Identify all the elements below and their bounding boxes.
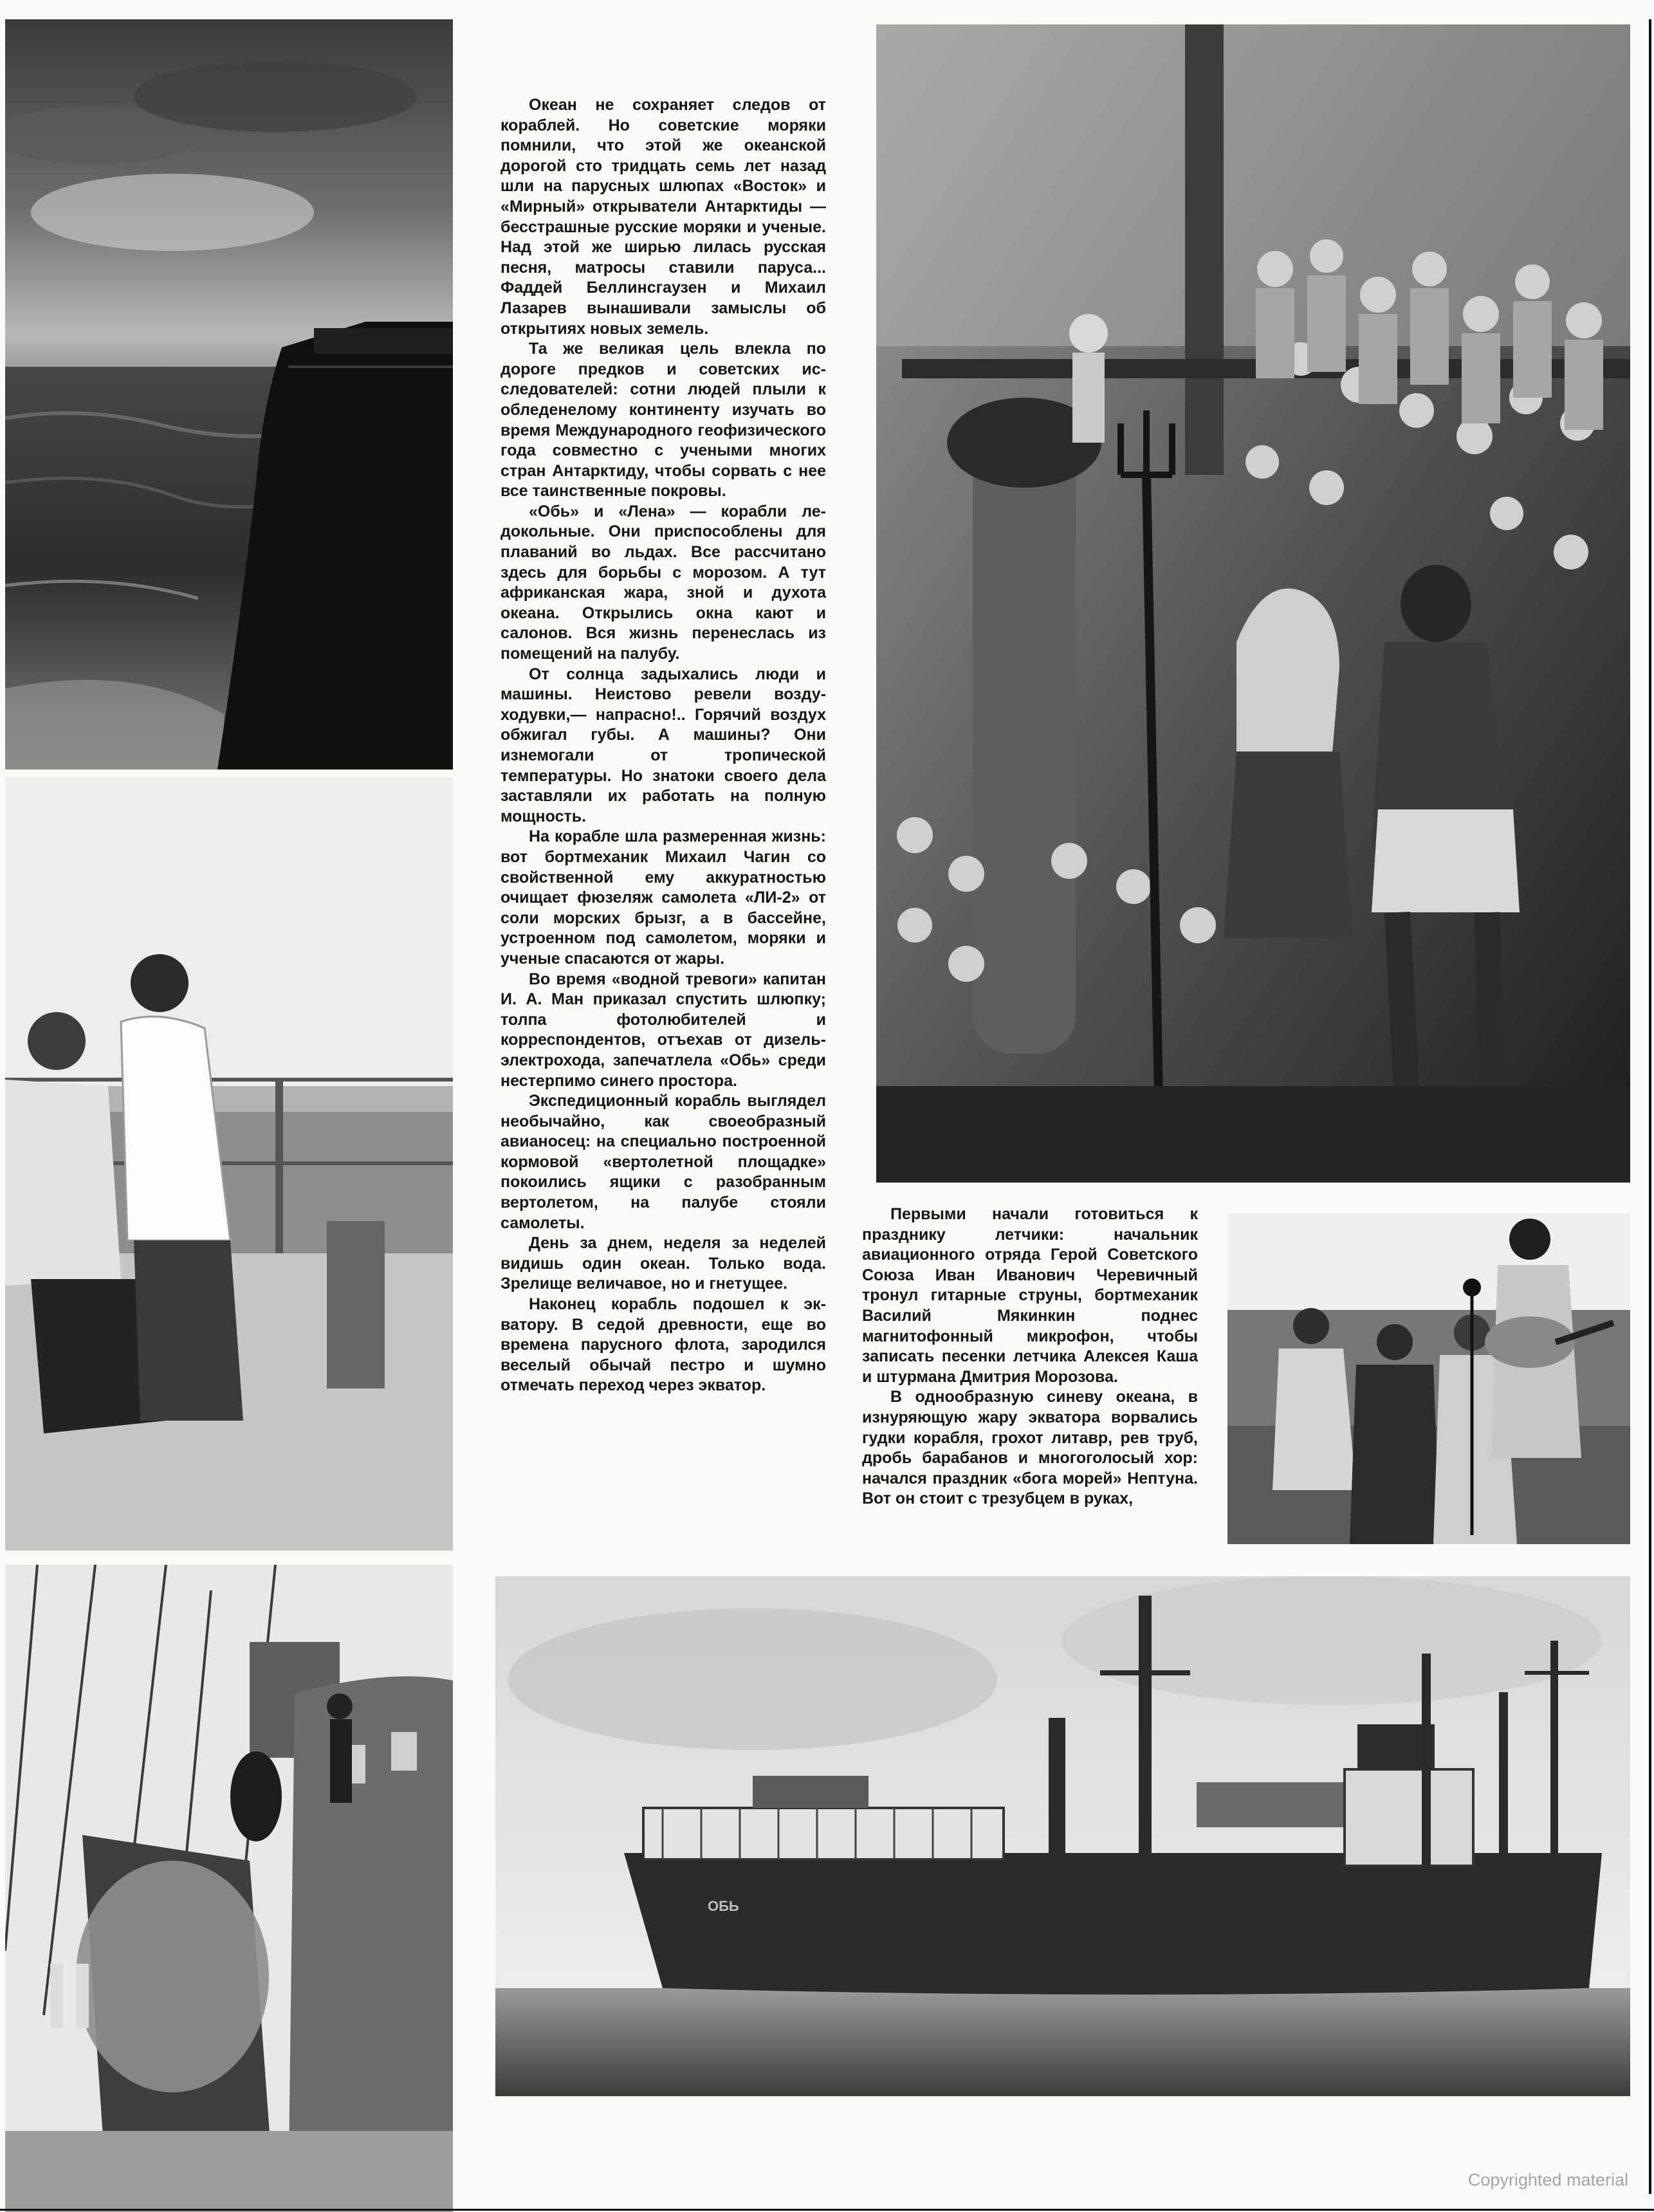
paragraph: От солнца задыхались люди и машины. Неистово ревели воздуходувки,— напрасно!.. Горячий воздух обжигал губы. А машины? Они изнемогали от тропической температуры. Но знатоки своего дела заставляли их работать на полную мощность.	[501, 665, 826, 825]
right-edge-line	[1649, 19, 1651, 2194]
paragraph: Наконец корабль подошел к экватору. В седой древности, еще во времена парусного флота, зародился веселый обычай пестро и шумно отмечать переход через экватор.	[501, 1295, 826, 1395]
photo-neptune-ceremony	[876, 24, 1630, 1183]
paragraph: Первыми начали готовиться к празднику летчики: начальник авиационного отряда Герой Советского Союза Иван Иванович Черевичный тронул гитарные струны, бортмеханик Василий Мякинкин поднес магнитофонный микрофон, чтобы записать песенки летчика Алексея Каша и штурмана Дмитрия Морозова.	[862, 1205, 1198, 1386]
bottom-edge-line	[0, 2209, 1654, 2211]
paragraph: «Обь» и «Лена» — корабли ледокольные. Они приспособлены для плаваний во льдах. Все рассчитано здесь для борьбы с морозом. А тут африканская жара, зной и духота океана. Открылись окна кают и салонов. Вся жизнь перенеслась из помещений на палубу.	[501, 502, 826, 663]
photo-ocean-sunset	[5, 19, 453, 770]
paragraph: Океан не сохраняет следов от кораблей. Но советские моряки помнили, что этой же океанской дорогой сто тридцать семь лет назад шли на парусных шлюпах «Восток» и «Мирный» открыватели Антарктиды — бесстрашные русские моряки и ученые. Над этой же ширью лилась русская песня, матросы ставили паруса... Фаддей Беллинсгаузен и Михаил Лазарев вынашивали замыслы об открытиях новых земель.	[501, 96, 826, 338]
photo-pilots-guitar	[1227, 1213, 1630, 1544]
paragraph: Та же великая цель влекла по дороге предков и советских исследователей: сотни людей плыли к обледенелому континенту изучать во время Международного геофизического года совместно с учеными многих стран Антарктиду, чтобы сорвать с нее все таинственные покровы.	[501, 340, 826, 501]
paragraph: Во время «водной тревоги» капитан И. А. Ман приказал спустить шлюпку; толпа фотолюбителей и корреспондентов, отъехав от дизель-электрохода, запечатлела «Обь» среди нестерпимо синего простора.	[501, 970, 826, 1090]
paragraph: День за днем, неделя за неделей видишь один океан. Только вода. Зрелище величавое, но и гнетущее.	[501, 1234, 826, 1293]
article-column-main	[501, 95, 826, 1396]
copyright-watermark: Copyrighted material	[1467, 2170, 1628, 2189]
paragraph: На корабле шла размеренная жизнь: вот бортмеханик Михаил Чагин со свойственной ему аккуратностью очищает фюзеляж самолета «ЛИ-2» от соли морских брызг, а в бассейне, устроенном под самолетом, моряки и ученые спасаются от жары.	[501, 827, 826, 968]
ship-hull-name: ОБЬ	[708, 1898, 739, 1914]
article-column-right	[862, 1204, 1198, 1509]
photo-sailor-doctor	[5, 777, 453, 1551]
paragraph: В однообразную синеву океана, в изнуряющую жару экватора ворвались гудки корабля, грохот литавр, рев труб, дробь барабанов и многоголосый хор: начался праздник «бога морей» Нептуна. Вот он стоит с трезубцем в руках,	[862, 1388, 1198, 1508]
photo-ship-ob	[495, 1576, 1630, 2096]
photo-aircraft-deck	[5, 1565, 453, 2212]
paragraph: Экспедиционный корабль выглядел необычайно, как своеобразный авианосец: на специально построенной кормовой «вертолетной площадке» покоились ящики с разобранным вертолетом, на палубе стояли самолеты.	[501, 1092, 826, 1232]
